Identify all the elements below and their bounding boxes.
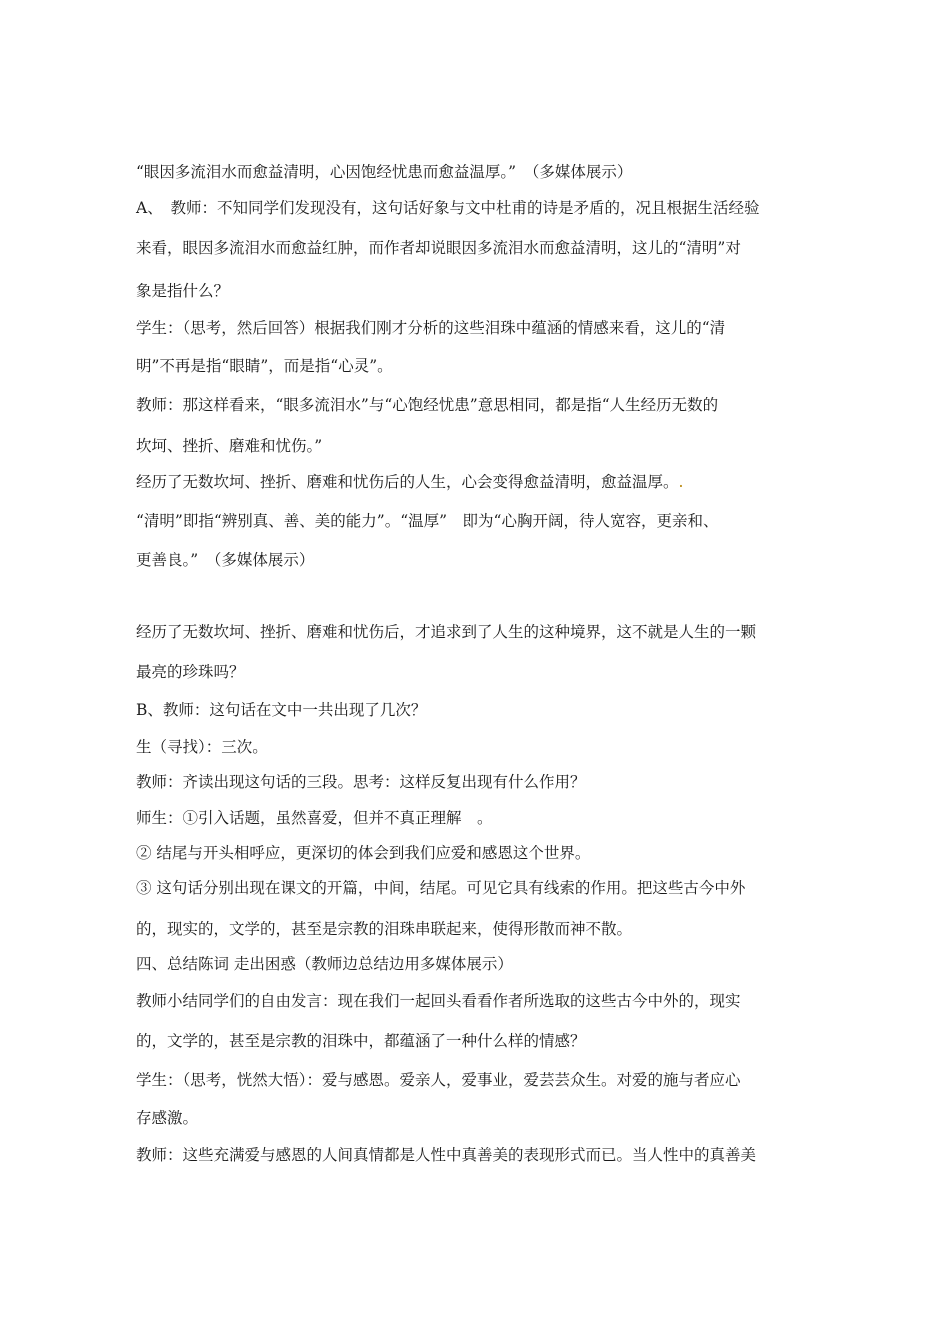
text-line: B、教师：这句话在文中一共出现了几次？ <box>136 701 427 719</box>
text-line: ② 结尾与开头相呼应，更深切的体会到我们应爱和感恩这个世界。 <box>136 844 591 862</box>
text-line-with-mark <box>136 472 826 492</box>
text-line: 教师：齐读出现这句话的三段。思考：这样反复出现有什么作用？ <box>136 773 586 791</box>
text-line: 的，文学的，甚至是宗教的泪珠中，都蕴涵了一种什么样的情感？ <box>136 1032 586 1050</box>
text-line: 教师：那这样看来，“眼多流泪水”与“心饱经忧患”意思相同，都是指“人生经历无数的 <box>136 396 719 414</box>
text-line: A、 教师：不知同学们发现没有，这句话好象与文中杜甫的诗是矛盾的，况且根据生活经验 <box>136 199 760 217</box>
text-line: 教师：这些充满爱与感恩的人间真情都是人性中真善美的表现形式而已。当人性中的真善美 <box>136 1146 757 1164</box>
text-line: 经历了无数坎坷、挫折、磨难和忧伤后的人生，心会变得愈益清明，愈益温厚。 <box>136 473 679 491</box>
text-line: 师生：①引入话题，虽然喜爱，但并不真正理解 。 <box>136 809 493 827</box>
text-line: “眼因多流泪水而愈益清明，心因饱经忧患而愈益温厚。” （多媒体展示） <box>136 163 633 181</box>
text-line: 来看，眼因多流泪水而愈益红肿，而作者却说眼因多流泪水而愈益清明，这儿的“清明”对 <box>136 239 741 257</box>
text-line: 经历了无数坎坷、挫折、磨难和忧伤后，才追求到了人生的这种境界，这不就是人生的一颗 <box>136 623 757 641</box>
text-line: 学生：（思考，恍然大悟）：爱与感恩。爱亲人，爱事业，爱芸芸众生。对爱的施与者应心 <box>136 1071 741 1089</box>
text-line: 的，现实的，文学的，甚至是宗教的泪珠串联起来，使得形散而神不散。 <box>136 920 633 938</box>
section-heading: 四、总结陈词 走出困惑（教师边总结边用多媒体展示） <box>136 955 513 973</box>
stray-mark: . <box>678 473 684 491</box>
text-line: 生（寻找）：三次。 <box>136 738 268 756</box>
text-line: 最亮的珍珠吗？ <box>136 663 245 681</box>
text-line: 学生：（思考，然后回答）根据我们刚才分析的这些泪珠中蕴涵的情感来看，这儿的“清 <box>136 319 726 337</box>
text-line: “清明”即指“辨别真、善、美的能力”。“温厚” 即为“心胸开阔，待人宽容，更亲和、 <box>136 512 719 530</box>
text-line: 坎坷、挫折、磨难和忧伤。” <box>136 437 323 455</box>
text-line: ③ 这句话分别出现在课文的开篇，中间，结尾。可见它具有线索的作用。把这些古今中外 <box>136 879 746 897</box>
text-line: 象是指什么？ <box>136 282 230 300</box>
text-line: 明”不再是指“眼睛”，而是指“心灵”。 <box>136 357 393 375</box>
text-line: 存感激。 <box>136 1109 199 1127</box>
text-line: 更善良。” （多媒体展示） <box>136 551 315 569</box>
text-line: 教师小结同学们的自由发言：现在我们一起回头看看作者所选取的这些古今中外的，现实 <box>136 992 741 1010</box>
